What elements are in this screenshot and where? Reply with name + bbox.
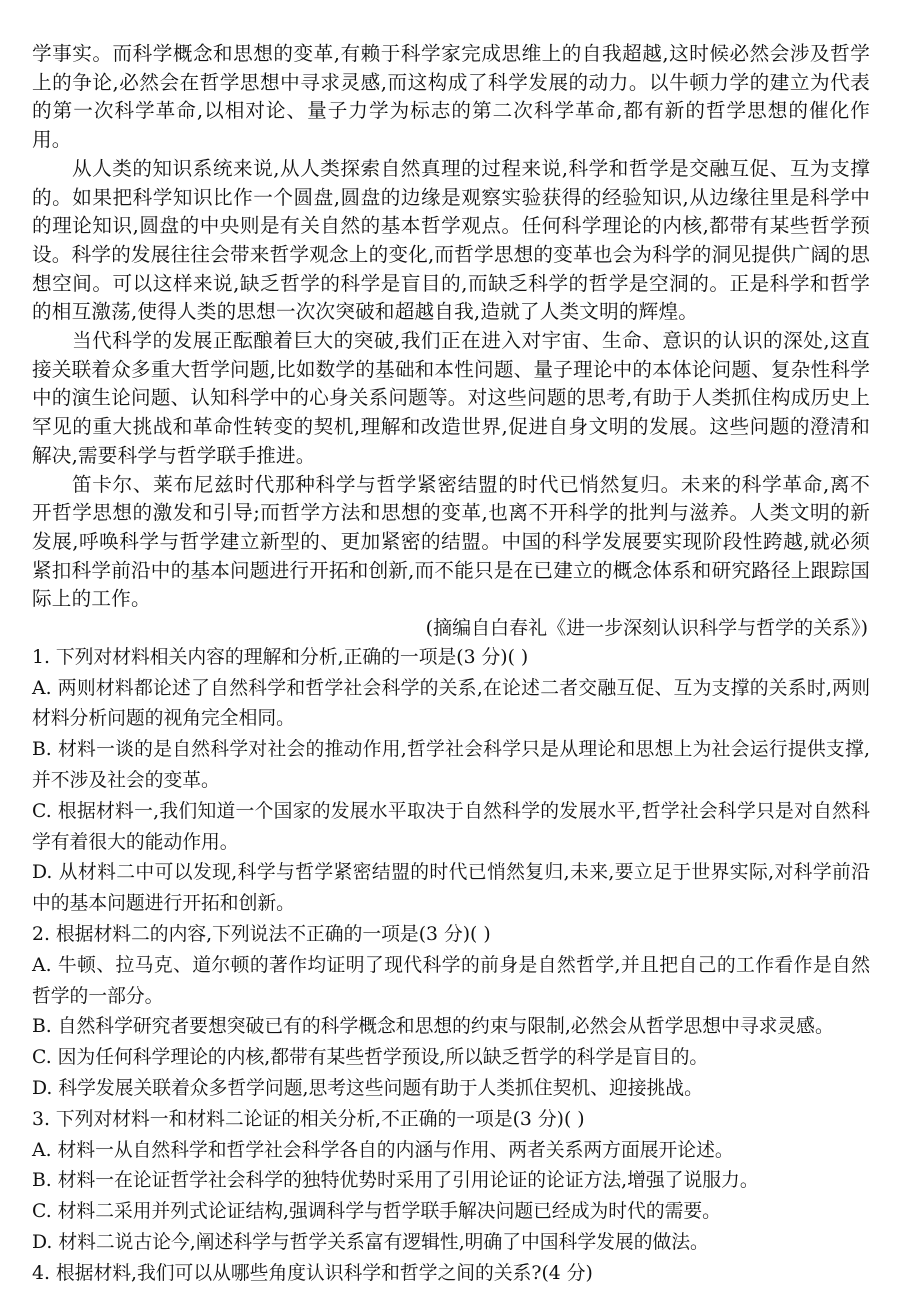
answer-option[interactable]: A. 材料一从自然科学和哲学社会科学各自的内涵与作用、两者关系两方面展开论述。 xyxy=(32,1139,734,1161)
question-item xyxy=(32,1105,870,1259)
exam-page xyxy=(32,40,870,1290)
passage-paragraph: 从人类的知识系统来说,从人类探索自然真理的过程来说,科学和哲学是交融互促、互为支撑的。如果把科学知识比作一个圆盘,圆盘的边缘是观察实验获得的经验知识,从边缘往里是科学中的理论知识,圆盘的中央则是有关自然的基本哲学观点。任何科学理论的内核,都带有某些哲学预设。科学的发展往往会带来哲学观念上的变化,而哲学思想的变革也会为科学的洞见提供广阔的思想空间。可以这样来说,缺乏哲学的科学是盲目的,而缺乏科学的哲学是空洞的。正是科学和哲学的相互激荡,使得人类的思想一次次突破和超越自我,造就了人类文明的辉煌。 xyxy=(32,156,870,324)
question-stem: 4. 根据材料,我们可以从哪些角度认识科学和哲学之间的关系?(4 分) xyxy=(32,1262,593,1284)
question-item xyxy=(32,1259,870,1290)
answer-option[interactable]: A. 牛顿、拉马克、道尔顿的著作均证明了现代科学的前身是自然哲学,并且把自己的工作看作是自然哲学的一部分。 xyxy=(32,954,870,1007)
reading-passage xyxy=(32,40,870,643)
question-item xyxy=(32,920,870,1105)
answer-option[interactable]: D. 科学发展关联着众多哲学问题,思考这些问题有助于人类抓住契机、迎接挑战。 xyxy=(32,1077,703,1099)
answer-option[interactable]: B. 材料一谈的是自然科学对社会的推动作用,哲学社会科学只是从理论和思想上为社会运行提供支撑,并不涉及社会的变革。 xyxy=(32,739,870,791)
answer-option[interactable]: D. 材料二说古论今,阐述科学与哲学关系富有逻辑性,明确了中国科学发展的做法。 xyxy=(32,1231,709,1253)
answer-option[interactable]: B. 材料一在论证哲学社会科学的独特优势时采用了引用论证的论证方法,增强了说服力。 xyxy=(32,1170,759,1192)
answer-option[interactable]: C. 根据材料一,我们知道一个国家的发展水平取决于自然科学的发展水平,哲学社会科学只是对自然科学有着很大的能动作用。 xyxy=(32,800,870,853)
question-item xyxy=(32,643,870,920)
passage-paragraph: 当代科学的发展正酝酿着巨大的突破,我们正在进入对宇宙、生命、意识的认识的深处,这直接关联着众多重大哲学问题,比如数学的基础和本性问题、量子理论中的本体论问题、复杂性科学中的演生论问题、认知科学中的心身关系问题等。对这些问题的思考,有助于人类抓住构成历史上罕见的重大挑战和革命性转变的契机,理解和改造世界,促进自身文明的发展。这些问题的澄清和解决,需要科学与哲学联手推进。 xyxy=(32,329,870,467)
passage-paragraph: 笛卡尔、莱布尼兹时代那种科学与哲学紧密结盟的时代已悄然复归。未来的科学革命,离不开哲学思想的激发和引导;而哲学方法和思想的变革,也离不开科学的批判与滋养。人类文明的新发展,呼唤科学与哲学建立新型的、更加紧密的结盟。中国的科学发展要实现阶段性跨越,就必须紧扣科学前沿中的基本问题进行开拓和创新,而不能只是在已建立的概念体系和研究路径上跟踪国际上的工作。 xyxy=(32,472,870,611)
answer-option[interactable]: C. 材料二采用并列式论证结构,强调科学与哲学联手解决问题已经成为时代的需要。 xyxy=(32,1201,721,1223)
answer-option[interactable]: C. 因为任何科学理论的内核,都带有某些哲学预设,所以缺乏哲学的科学是盲目的。 xyxy=(32,1047,709,1069)
question-list xyxy=(32,643,870,1290)
passage-paragraph: 学事实。而科学概念和思想的变革,有赖于科学家完成思维上的自我超越,这时候必然会涉及哲学上的争论,必然会在哲学思想中寻求灵感,而这构成了科学发展的动力。以牛顿力学的建立为代表的第一次科学革命,以相对论、量子力学为标志的第二次科学革命,都有新的哲学思想的催化作用。 xyxy=(32,42,870,152)
question-stem: 1. 下列对材料相关内容的理解和分析,正确的一项是(3 分)( ) xyxy=(32,646,529,668)
question-stem: 3. 下列对材料一和材料二论证的相关分析,不正确的一项是(3 分)( ) xyxy=(32,1108,585,1130)
answer-option[interactable]: A. 两则材料都论述了自然科学和哲学社会科学的关系,在论述二者交融互促、互为支撑的关系时,两则材料分析问题的视角完全相同。 xyxy=(32,677,870,730)
answer-option[interactable]: D. 从材料二中可以发现,科学与哲学紧密结盟的时代已悄然复归,未来,要立足于世界实际,对科学前沿中的基本问题进行开拓和创新。 xyxy=(32,862,870,915)
question-stem: 2. 根据材料二的内容,下列说法不正确的一项是(3 分)( ) xyxy=(32,923,491,945)
source-citation: (摘编自白春礼《进一步深刻认识科学与哲学的关系》) xyxy=(425,617,868,640)
answer-option[interactable]: B. 自然科学研究者要想突破已有的科学概念和思想的约束与限制,必然会从哲学思想中寻求灵感。 xyxy=(32,1016,834,1038)
